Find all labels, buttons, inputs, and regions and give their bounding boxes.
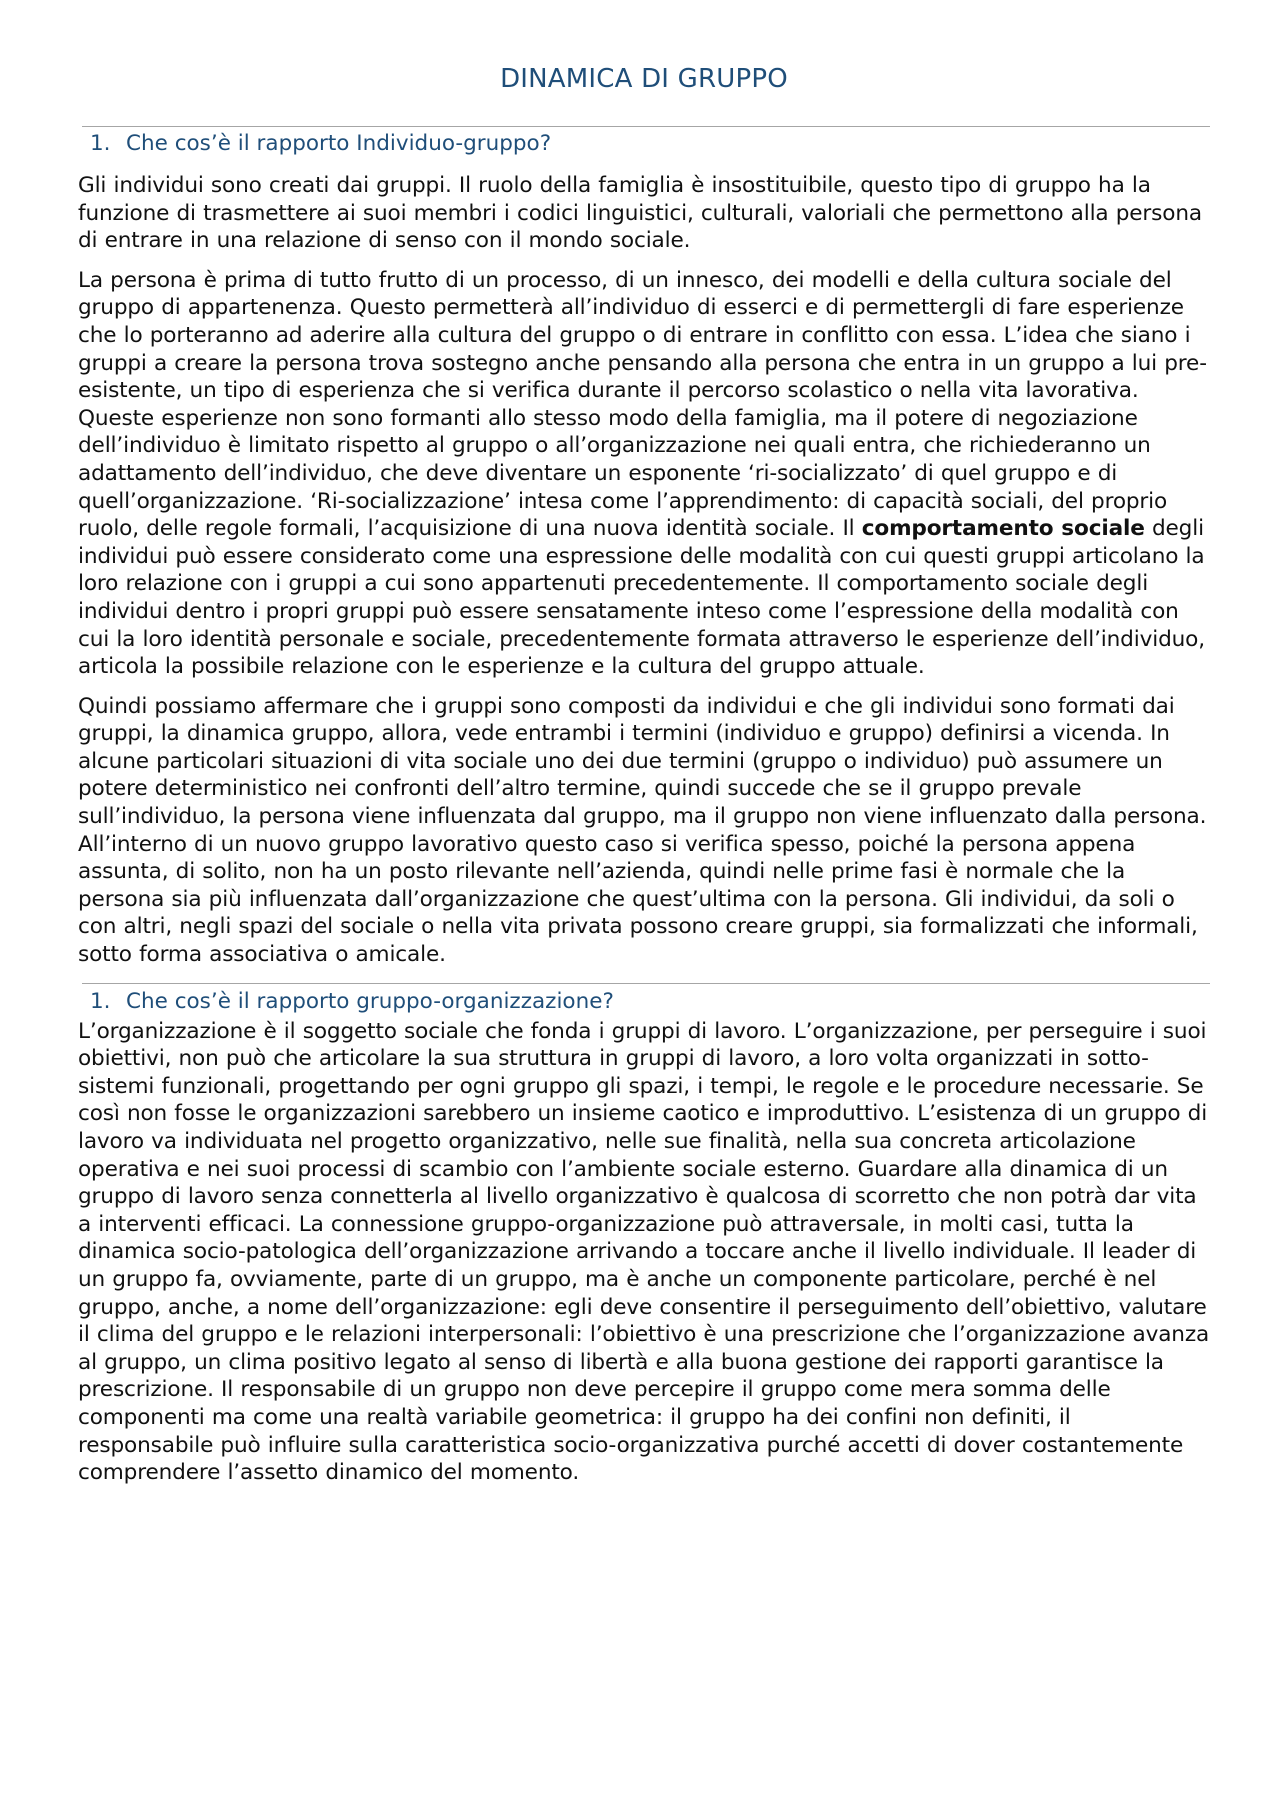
paragraph-text: degli individui può essere considerato come una espressione delle modalità con cui questi gruppi articolano la loro relazione con i gruppi a cui sono appartenuti precedentemente. Il comportamento sociale degli individui dentro i propri gruppi può essere sensatamente inteso come l’espressione della modalità con cui la loro identità personale e sociale, precedentemente formata attraverso le esperienze dell’individuo, articola la possibile relazione con le esperienze e la cultura del gruppo attuale. [78, 516, 1205, 680]
section-heading-text: Che cos’è il rapporto gruppo-organizzazione? [126, 988, 614, 1014]
paragraph: Gli individui sono creati dai gruppi. Il ruolo della famiglia è insostituibile, questo tipo di gruppo ha la funzione di trasmettere ai suoi membri i codici linguistici, culturali, valoriali che permettono alla persona di entrare in una relazione di senso con il mondo sociale. [78, 173, 1202, 254]
list-number: 1. [90, 988, 111, 1014]
section-heading-gruppo-organizzazione [78, 988, 1210, 1016]
bold-term: comportamento sociale [861, 516, 1145, 542]
paragraph: L’organizzazione è il soggetto sociale che fonda i gruppi di lavoro. L’organizzazione, per perseguire i suoi obiettivi, non può che articolare la sua struttura in gruppi di lavoro, a loro volta organizzati in sotto-sistemi funzionali, progettando per ogni gruppo gli spazi, i tempi, le regole e le procedure necessarie. Se così non fosse le organizzazioni sarebbero un insieme caotico e improduttivo. L’esistenza di un gruppo di lavoro va individuata nel progetto organizzativo, nelle sue finalità, nella sua concreta articolazione operativa e nei suoi processi di scambio con l’ambiente sociale esterno. Guardare alla dinamica di un gruppo di lavoro senza connetterla al livello organizzativo è qualcosa di scorretto che non potrà dar vita a interventi efficaci. La connessione gruppo-organizzazione può attraversale, in molti casi, tutta la dinamica socio-patologica dell’organizzazione arrivando a toccare anche il livello individuale. Il leader di un gruppo fa, ovviamente, parte di un gruppo, ma è anche un componente particolare, perché è nel gruppo, anche, a nome dell’organizzazione: egli deve consentire il perseguimento dell’obiettivo, valutare il clima del gruppo e le relazioni interpersonali: l’obiettivo è una prescrizione che l’organizzazione avanza al gruppo, un clima positivo legato al senso di libertà e alla buona gestione dei rapporti garantisce la prescrizione. Il responsabile di un gruppo non deve percepire il gruppo come mera somma delle componenti ma come una realtà variabile geometrica: il gruppo ha dei confini non definiti, il responsabile può influire sulla caratteristica socio-organizzativa purché accetti di dover costantemente comprendere l’assetto dinamico del momento. [78, 1018, 1210, 1486]
paragraph-text: La persona è prima di tutto frutto di un processo, di un innesco, dei modelli e della cultura sociale del gruppo di appartenenza. Questo permetterà all’individuo di esserci e di permettergli di fare esperienze che lo porteranno ad aderire alla cultura del gruppo o di entrare in conflitto con essa. L’idea che siano i gruppi a creare la persona trova sostegno anche pensando alla persona che entra in un gruppo a lui pre-esistente, un tipo di esperienza che si verifica durante il percorso scolastico o nella vita lavorativa. Queste esperienze non sono formanti allo stesso modo della famiglia, ma il potere di negoziazione dell’individuo è limitato rispetto al gruppo o all’organizzazione nei quali entra, che richiederanno un adattamento dell’individuo, che deve diventare un esponente ‘ri-socializzato’ di quel gruppo e di quell’organizzazione. ‘Ri-socializzazione’ intesa come l’apprendimento: di capacità sociali, del proprio ruolo, delle regole formali, l’acquisizione di una nuova identità sociale. Il [78, 267, 1207, 542]
paragraph: Quindi possiamo affermare che i gruppi sono composti da individui e che gli individui sono formati dai gruppi, la dinamica gruppo, allora, vede entrambi i termini (individuo e gruppo) definirsi a vicenda. In alcune particolari situazioni di vita sociale uno dei due termini (gruppo o individuo) può assumere un potere deterministico nei confronti dell’altro termine, quindi succede che se il gruppo prevale sull’individuo, la persona viene influenzata dal gruppo, ma il gruppo non viene influenzato dalla persona. All’interno di un nuovo gruppo lavorativo questo caso si verifica spesso, poiché la persona appena assunta, di solito, non ha un posto rilevante nell’azienda, quindi nelle prime fasi è normale che la persona sia più influenzata dall’organizzazione che quest’ultima con la persona. Gli individui, da soli o con altri, negli spazi del sociale o nella vita privata possono creare gruppi, sia formalizzati che informali, sotto forma associativa o amicale. [78, 693, 1207, 968]
section-divider [82, 983, 1210, 984]
page-title: DINAMICA DI GRUPPO [500, 64, 788, 94]
section-heading-text: Che cos’è il rapporto Individuo-gruppo? [126, 131, 552, 156]
list-number: 1. [90, 131, 111, 156]
document-page [78, 0, 1210, 1487]
paragraph-with-emphasis [78, 267, 1210, 681]
section-heading-individuo-gruppo [78, 130, 1210, 158]
section-divider [82, 126, 1210, 127]
